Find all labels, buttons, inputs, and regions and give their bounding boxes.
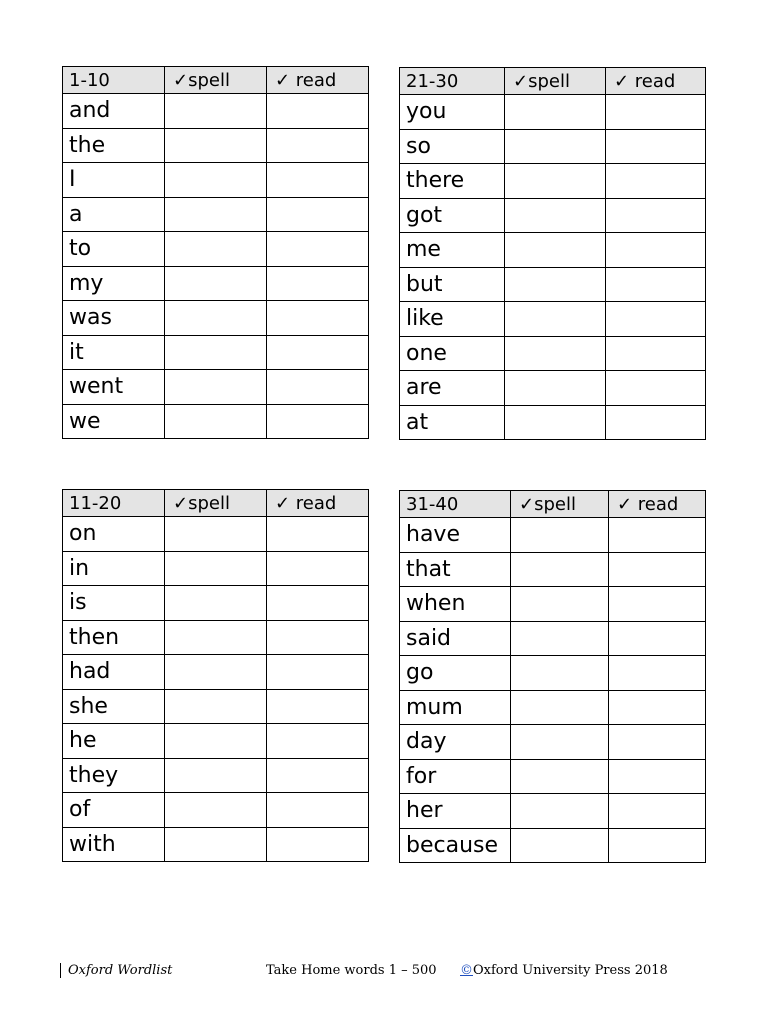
wordlist-table-1-10 (62, 66, 369, 439)
read-check-cell (606, 164, 706, 199)
read-check-cell (606, 95, 706, 130)
read-check-cell (609, 759, 706, 794)
table-row (63, 655, 369, 690)
spell-column-header: ✓spell (165, 490, 267, 517)
spell-check-cell (511, 621, 609, 656)
table-row (63, 758, 369, 793)
read-check-cell (267, 517, 369, 552)
read-check-cell (267, 689, 369, 724)
read-check-cell (267, 128, 369, 163)
read-check-cell (267, 404, 369, 439)
read-check-cell (609, 587, 706, 622)
read-column-header: ✓ read (609, 491, 706, 518)
read-check-cell (609, 690, 706, 725)
word-cell: they (63, 758, 165, 793)
word-cell: at (400, 405, 505, 440)
word-cell: so (400, 129, 505, 164)
read-column-header: ✓ read (267, 67, 369, 94)
table-row (63, 335, 369, 370)
read-check-cell (606, 129, 706, 164)
spell-check-cell (505, 129, 606, 164)
read-check-cell (267, 758, 369, 793)
spell-check-cell (511, 552, 609, 587)
read-check-cell (609, 518, 706, 553)
word-cell: with (63, 827, 165, 862)
spell-check-cell (511, 725, 609, 760)
word-cell: I (63, 163, 165, 198)
range-header: 31-40 (400, 491, 511, 518)
word-cell: of (63, 793, 165, 828)
word-cell: went (63, 370, 165, 405)
word-cell: got (400, 198, 505, 233)
word-cell: me (400, 233, 505, 268)
read-column-header: ✓ read (606, 68, 706, 95)
table-row (63, 724, 369, 759)
word-cell: then (63, 620, 165, 655)
word-cell: the (63, 128, 165, 163)
table-row (63, 793, 369, 828)
spell-check-cell (165, 301, 267, 336)
read-check-cell (267, 827, 369, 862)
read-check-cell (609, 725, 706, 760)
word-cell: when (400, 587, 511, 622)
spell-check-cell (165, 620, 267, 655)
table-row (400, 129, 706, 164)
word-cell: was (63, 301, 165, 336)
spell-check-cell (505, 302, 606, 337)
read-check-cell (606, 198, 706, 233)
spell-check-cell (165, 758, 267, 793)
table-row (63, 128, 369, 163)
word-cell: that (400, 552, 511, 587)
spell-check-cell (505, 336, 606, 371)
read-check-cell (606, 302, 706, 337)
read-check-cell (606, 405, 706, 440)
word-cell: her (400, 794, 511, 829)
word-cell: and (63, 94, 165, 129)
table-row (63, 586, 369, 621)
read-check-cell (609, 794, 706, 829)
range-header: 11-20 (63, 490, 165, 517)
table-row (400, 828, 706, 863)
footer-publisher: Oxford University Press 2018 (473, 963, 668, 978)
read-check-cell (606, 371, 706, 406)
spell-check-cell (505, 371, 606, 406)
word-cell: because (400, 828, 511, 863)
word-cell: is (63, 586, 165, 621)
read-column-header: ✓ read (267, 490, 369, 517)
table-row (400, 198, 706, 233)
word-cell: have (400, 518, 511, 553)
spell-check-cell (511, 690, 609, 725)
table-header-row (400, 68, 706, 95)
spell-check-cell (165, 404, 267, 439)
table-row (400, 725, 706, 760)
spell-column-header: ✓spell (165, 67, 267, 94)
word-cell: you (400, 95, 505, 130)
word-cell: to (63, 232, 165, 267)
spell-check-cell (165, 689, 267, 724)
word-cell: day (400, 725, 511, 760)
spell-check-cell (511, 587, 609, 622)
table-row (63, 689, 369, 724)
spell-check-cell (165, 517, 267, 552)
spell-check-cell (165, 232, 267, 267)
read-check-cell (267, 197, 369, 232)
spell-check-cell (511, 759, 609, 794)
table-row (400, 267, 706, 302)
read-check-cell (267, 551, 369, 586)
table-row (400, 233, 706, 268)
spell-check-cell (511, 518, 609, 553)
word-cell: he (63, 724, 165, 759)
spell-check-cell (165, 94, 267, 129)
table-row (63, 163, 369, 198)
read-check-cell (606, 336, 706, 371)
table-row (400, 405, 706, 440)
read-check-cell (609, 828, 706, 863)
spell-check-cell (165, 197, 267, 232)
table-row (63, 94, 369, 129)
word-cell: there (400, 164, 505, 199)
table-row (63, 620, 369, 655)
spell-check-cell (165, 655, 267, 690)
wordlist-table-21-30 (399, 67, 706, 440)
table-row (400, 518, 706, 553)
word-cell: it (63, 335, 165, 370)
read-check-cell (267, 94, 369, 129)
spell-check-cell (165, 586, 267, 621)
wordlist-table-11-20 (62, 489, 369, 862)
spell-check-cell (511, 794, 609, 829)
table-row (400, 371, 706, 406)
table-row (400, 164, 706, 199)
table-row (400, 656, 706, 691)
spell-check-cell (165, 335, 267, 370)
table-row (63, 301, 369, 336)
read-check-cell (267, 335, 369, 370)
word-cell: go (400, 656, 511, 691)
table-row (63, 370, 369, 405)
word-cell: are (400, 371, 505, 406)
table-row (63, 517, 369, 552)
spell-check-cell (505, 267, 606, 302)
spell-check-cell (165, 163, 267, 198)
read-check-cell (267, 163, 369, 198)
read-check-cell (267, 232, 369, 267)
spell-check-cell (165, 827, 267, 862)
spell-check-cell (505, 95, 606, 130)
table-row (400, 759, 706, 794)
read-check-cell (609, 656, 706, 691)
word-cell: but (400, 267, 505, 302)
read-check-cell (606, 267, 706, 302)
range-header: 21-30 (400, 68, 505, 95)
word-cell: my (63, 266, 165, 301)
word-cell: like (400, 302, 505, 337)
table-row (400, 336, 706, 371)
spell-check-cell (165, 370, 267, 405)
read-check-cell (267, 620, 369, 655)
table-row (63, 266, 369, 301)
table-row (400, 621, 706, 656)
word-cell: she (63, 689, 165, 724)
read-check-cell (267, 793, 369, 828)
spell-check-cell (505, 405, 606, 440)
copyright-symbol: © (460, 963, 473, 978)
spell-check-cell (165, 724, 267, 759)
footer-document-title: Take Home words 1 – 500 (266, 963, 437, 978)
read-check-cell (267, 586, 369, 621)
table-row (400, 95, 706, 130)
table-row (400, 794, 706, 829)
table-row (400, 552, 706, 587)
table-row (400, 302, 706, 337)
table-row (63, 551, 369, 586)
word-cell: in (63, 551, 165, 586)
read-check-cell (609, 621, 706, 656)
read-check-cell (606, 233, 706, 268)
word-cell: on (63, 517, 165, 552)
wordlist-table-31-40 (399, 490, 706, 863)
spell-check-cell (505, 233, 606, 268)
spell-check-cell (505, 164, 606, 199)
spell-check-cell (165, 551, 267, 586)
word-cell: said (400, 621, 511, 656)
word-cell: we (63, 404, 165, 439)
word-cell: a (63, 197, 165, 232)
read-check-cell (267, 370, 369, 405)
table-row (63, 232, 369, 267)
read-check-cell (267, 266, 369, 301)
spell-check-cell (511, 828, 609, 863)
table-row (63, 827, 369, 862)
spell-check-cell (165, 266, 267, 301)
table-header-row (63, 490, 369, 517)
footer-copyright (460, 963, 668, 978)
range-header: 1-10 (63, 67, 165, 94)
spell-check-cell (165, 128, 267, 163)
footer-series-title: Oxford Wordlist (60, 963, 172, 978)
word-cell: one (400, 336, 505, 371)
table-row (63, 197, 369, 232)
word-cell: for (400, 759, 511, 794)
read-check-cell (267, 655, 369, 690)
table-row (400, 690, 706, 725)
table-header-row (63, 67, 369, 94)
word-cell: mum (400, 690, 511, 725)
table-row (63, 404, 369, 439)
read-check-cell (267, 301, 369, 336)
read-check-cell (267, 724, 369, 759)
table-row (400, 587, 706, 622)
spell-check-cell (511, 656, 609, 691)
spell-check-cell (505, 198, 606, 233)
spell-column-header: ✓spell (505, 68, 606, 95)
spell-column-header: ✓spell (511, 491, 609, 518)
table-header-row (400, 491, 706, 518)
read-check-cell (609, 552, 706, 587)
spell-check-cell (165, 793, 267, 828)
word-cell: had (63, 655, 165, 690)
